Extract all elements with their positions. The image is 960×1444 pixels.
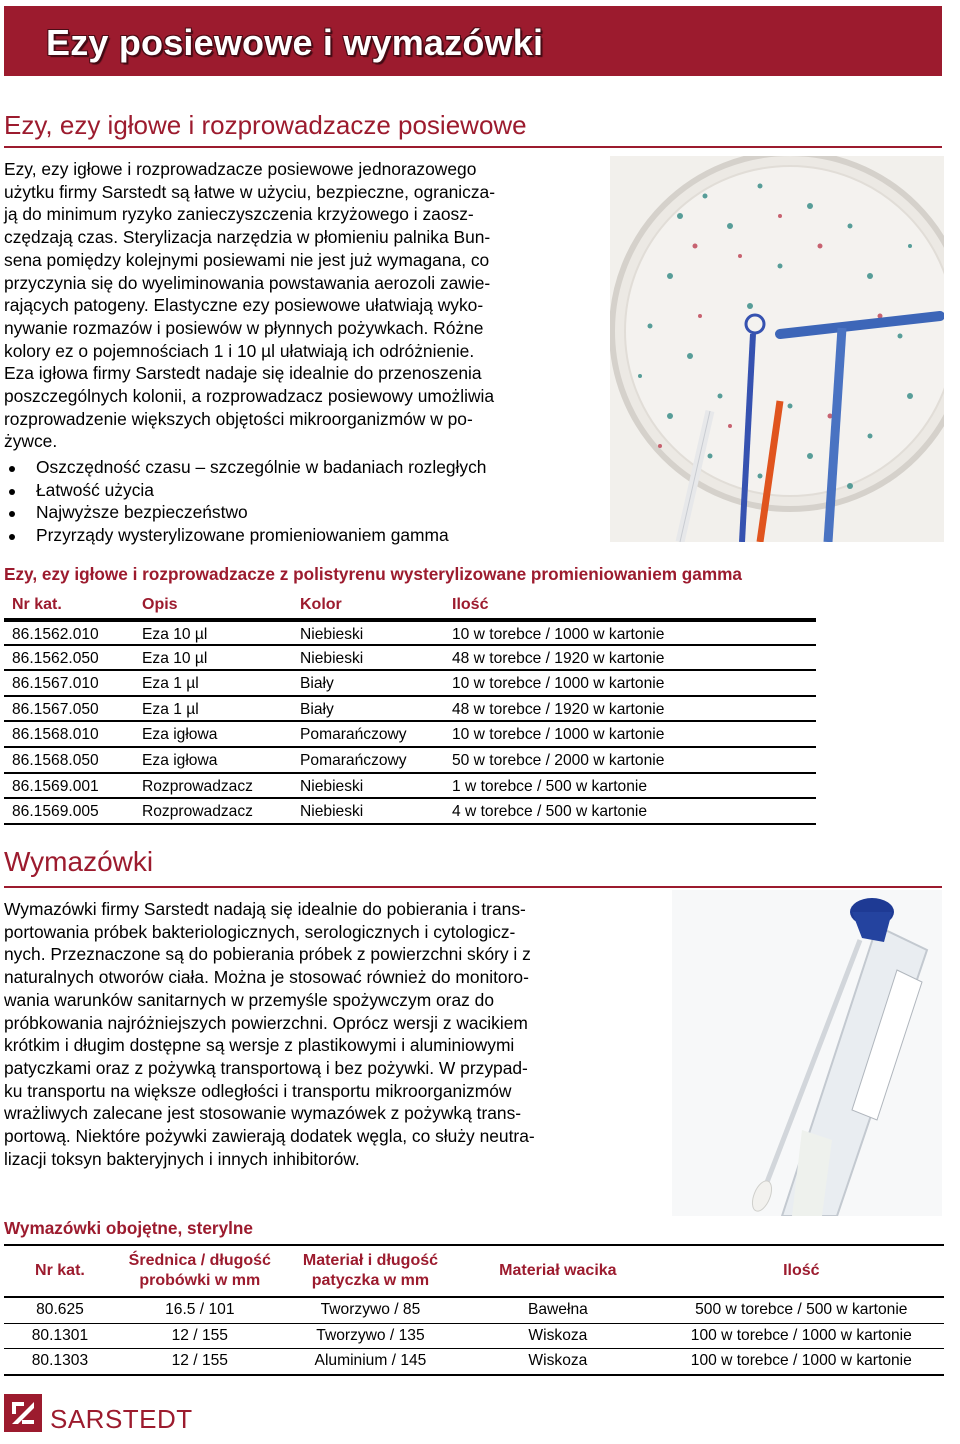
table-cell: Tworzywo / 135 bbox=[284, 1323, 457, 1349]
column-header: Ilość bbox=[452, 596, 489, 613]
table-cell: Eza 10 µl bbox=[142, 649, 208, 667]
column-header: Średnica / długość probówki w mm bbox=[116, 1245, 284, 1297]
bullet-icon bbox=[9, 466, 15, 472]
table-cell: Eza 10 µl bbox=[142, 626, 208, 643]
loops-description: Ezy, ezy igłowe i rozprowadzacze posiewowe jednorazowego użytku firmy Sarstedt są łatwe w użyciu, bezpieczne, ogranicza- ją do minimum ryzyko zanieczyszczenia krzyżowego i zaosz- czędzają czas. Sterylizacja narzędzia w płomieniu palnika Bun- sena pomiędzy kolejnymi posiewami nie jest już wymagana, co przyczynia się do wyeliminowania powstawania aerozoli zawie- rających patogeny. Elastyczne ezy posiewowe ułatwiają wyko- nywanie rozmazów i posiewów w płynnych pożywkach. Różne kolory ez o pojemnościach 1 i 10 µl ułatwiają ich odróżnienie. Eza igłowa firmy Sarstedt nadaje się idealnie do przenoszenia poszczególnych kolonii, a rozprowadzacz posiewowy umożliwia rozprowadzenie większych objętości mikroorganizmów w po- żywce. bbox=[4, 159, 496, 452]
table-cell: Tworzywo / 85 bbox=[284, 1297, 457, 1323]
table-cell: Niebieski bbox=[300, 803, 364, 821]
feature-item: Oszczędność czasu – szczególnie w badaniach rozległych bbox=[4, 456, 486, 479]
table-cell: Wiskoza bbox=[457, 1349, 658, 1375]
feature-item: Łatwość użycia bbox=[4, 479, 486, 502]
table-cell: 12 / 155 bbox=[116, 1349, 284, 1375]
table-header-row bbox=[4, 592, 816, 620]
table-cell: 80.1303 bbox=[4, 1349, 116, 1375]
table-cell: Biały bbox=[300, 700, 334, 718]
table-cell: 10 w torebce / 1000 w kartonie bbox=[452, 726, 665, 744]
table-cell: 80.1301 bbox=[4, 1323, 116, 1349]
table-cell: 100 w torebce / 1000 w kartonie bbox=[659, 1323, 944, 1349]
footer bbox=[4, 1394, 264, 1434]
table-cell: Rozprowadzacz bbox=[142, 803, 253, 821]
table-cell: 86.1568.010 bbox=[12, 726, 99, 744]
table-cell: 86.1568.050 bbox=[12, 751, 99, 769]
table-row bbox=[4, 697, 816, 723]
feature-item: Najwyższe bezpieczeństwo bbox=[4, 501, 486, 524]
table-cell: 86.1567.050 bbox=[12, 700, 99, 718]
table-cell: 86.1567.010 bbox=[12, 675, 99, 693]
section-divider bbox=[4, 886, 942, 888]
table-cell: 48 w torebce / 1920 w kartonie bbox=[452, 649, 665, 667]
column-header: Opis bbox=[142, 596, 178, 613]
swab-tube-photo bbox=[672, 890, 942, 1216]
column-header: Materiał wacika bbox=[457, 1245, 658, 1297]
table-cell: 86.1569.001 bbox=[12, 777, 99, 795]
table-cell: Biały bbox=[300, 675, 334, 693]
table-cell: Eza igłowa bbox=[142, 751, 218, 769]
table-cell: 48 w torebce / 1920 w kartonie bbox=[452, 700, 665, 718]
bullet-icon bbox=[9, 511, 15, 517]
table-cell: Bawełna bbox=[457, 1297, 658, 1323]
table-header-row bbox=[4, 1245, 944, 1297]
table-cell: Niebieski bbox=[300, 777, 364, 795]
table-cell: 100 w torebce / 1000 w kartonie bbox=[659, 1349, 944, 1375]
table-row bbox=[4, 748, 816, 774]
table-cell: 86.1562.010 bbox=[12, 626, 99, 643]
loops-table bbox=[4, 592, 816, 825]
table-cell: 80.625 bbox=[4, 1297, 116, 1323]
table-row bbox=[4, 799, 816, 825]
column-header: Nr kat. bbox=[4, 1245, 116, 1297]
sarstedt-logo-icon bbox=[4, 1394, 42, 1432]
feature-list bbox=[4, 456, 486, 547]
table-cell: Eza igłowa bbox=[142, 726, 218, 744]
table-cell: Eza 1 µl bbox=[142, 675, 199, 693]
bullet-icon bbox=[9, 534, 15, 540]
table-row bbox=[4, 722, 816, 748]
column-header: Nr kat. bbox=[12, 596, 62, 613]
bullet-icon bbox=[9, 489, 15, 495]
table-row bbox=[4, 646, 816, 672]
table-cell: Eza 1 µl bbox=[142, 700, 199, 718]
brand-name: SARSTEDT bbox=[50, 1404, 193, 1434]
column-header: Ilość bbox=[659, 1245, 944, 1297]
table-cell: 12 / 155 bbox=[116, 1323, 284, 1349]
table-cell: Pomarańczowy bbox=[300, 751, 407, 769]
table-cell: 50 w torebce / 2000 w kartonie bbox=[452, 751, 665, 769]
table-row bbox=[4, 1297, 944, 1323]
table-cell: 1 w torebce / 500 w kartonie bbox=[452, 777, 648, 795]
table-row bbox=[4, 620, 816, 646]
table-cell: 10 w torebce / 1000 w kartonie bbox=[452, 675, 665, 693]
section-divider bbox=[4, 146, 942, 148]
table-cell: 10 w torebce / 1000 w kartonie bbox=[452, 626, 665, 643]
table-cell: Rozprowadzacz bbox=[142, 777, 253, 795]
table-cell: Pomarańczowy bbox=[300, 726, 407, 744]
table-cell: Wiskoza bbox=[457, 1323, 658, 1349]
column-header: Materiał i długość patyczka w mm bbox=[284, 1245, 457, 1297]
table-row bbox=[4, 1323, 944, 1349]
petri-dish-photo bbox=[610, 156, 944, 542]
table-cell: 16.5 / 101 bbox=[116, 1297, 284, 1323]
section-title-loops: Ezy, ezy igłowe i rozprowadzacze posiewowe bbox=[4, 110, 527, 140]
loops-table-title: Ezy, ezy igłowe i rozprowadzacze z polistyrenu wysterylizowane promieniowaniem gamma bbox=[4, 564, 742, 584]
table-cell: Niebieski bbox=[300, 626, 364, 643]
swabs-table bbox=[4, 1244, 944, 1376]
table-cell: Aluminium / 145 bbox=[284, 1349, 457, 1375]
table-cell: 86.1562.050 bbox=[12, 649, 99, 667]
table-cell: 86.1569.005 bbox=[12, 803, 99, 821]
page-banner bbox=[4, 6, 942, 76]
table-row bbox=[4, 671, 816, 697]
feature-item: Przyrządy wysterylizowane promieniowaniem gamma bbox=[4, 524, 486, 547]
banner-title: Ezy posiewowe i wymazówki bbox=[46, 22, 544, 63]
table-cell: Niebieski bbox=[300, 649, 364, 667]
table-cell: 500 w torebce / 500 w kartonie bbox=[659, 1297, 944, 1323]
swabs-description: Wymazówki firmy Sarstedt nadają się idealnie do pobierania i trans- portowania próbek bakteriologicznych, serologicznych i cytologicz- nych. Przeznaczone są do pobierania próbek z powierzchni skóry i z naturalnych otworów ciała. Można je stosować również do monitoro- wania warunków sanitarnych w przemyśle spożywczym oraz do próbkowania najróżniejszych powierzchni. Oprócz wersji z wacikiem krótkim i długim dostępne są wersje z plastikowymi i aluminiowymi patyczkami oraz z pożywką transportową i bez pożywki. W przypad- ku transportu na większe odległości i transportu mikroorganizmów wrażliwych zalecane jest stosowanie wymazówek z pożywką trans- portową. Niektóre pożywki zawierają dodatek węgla, co służy neutra- lizacji toksyn bakteryjnych i innych inhibitorów. bbox=[4, 899, 535, 1169]
section-title-swabs: Wymazówki bbox=[4, 846, 154, 877]
column-header: Kolor bbox=[300, 596, 342, 613]
swabs-table-title: Wymazówki obojętne, sterylne bbox=[4, 1218, 253, 1238]
table-row bbox=[4, 774, 816, 800]
table-row bbox=[4, 1349, 944, 1375]
table-cell: 4 w torebce / 500 w kartonie bbox=[452, 803, 648, 821]
